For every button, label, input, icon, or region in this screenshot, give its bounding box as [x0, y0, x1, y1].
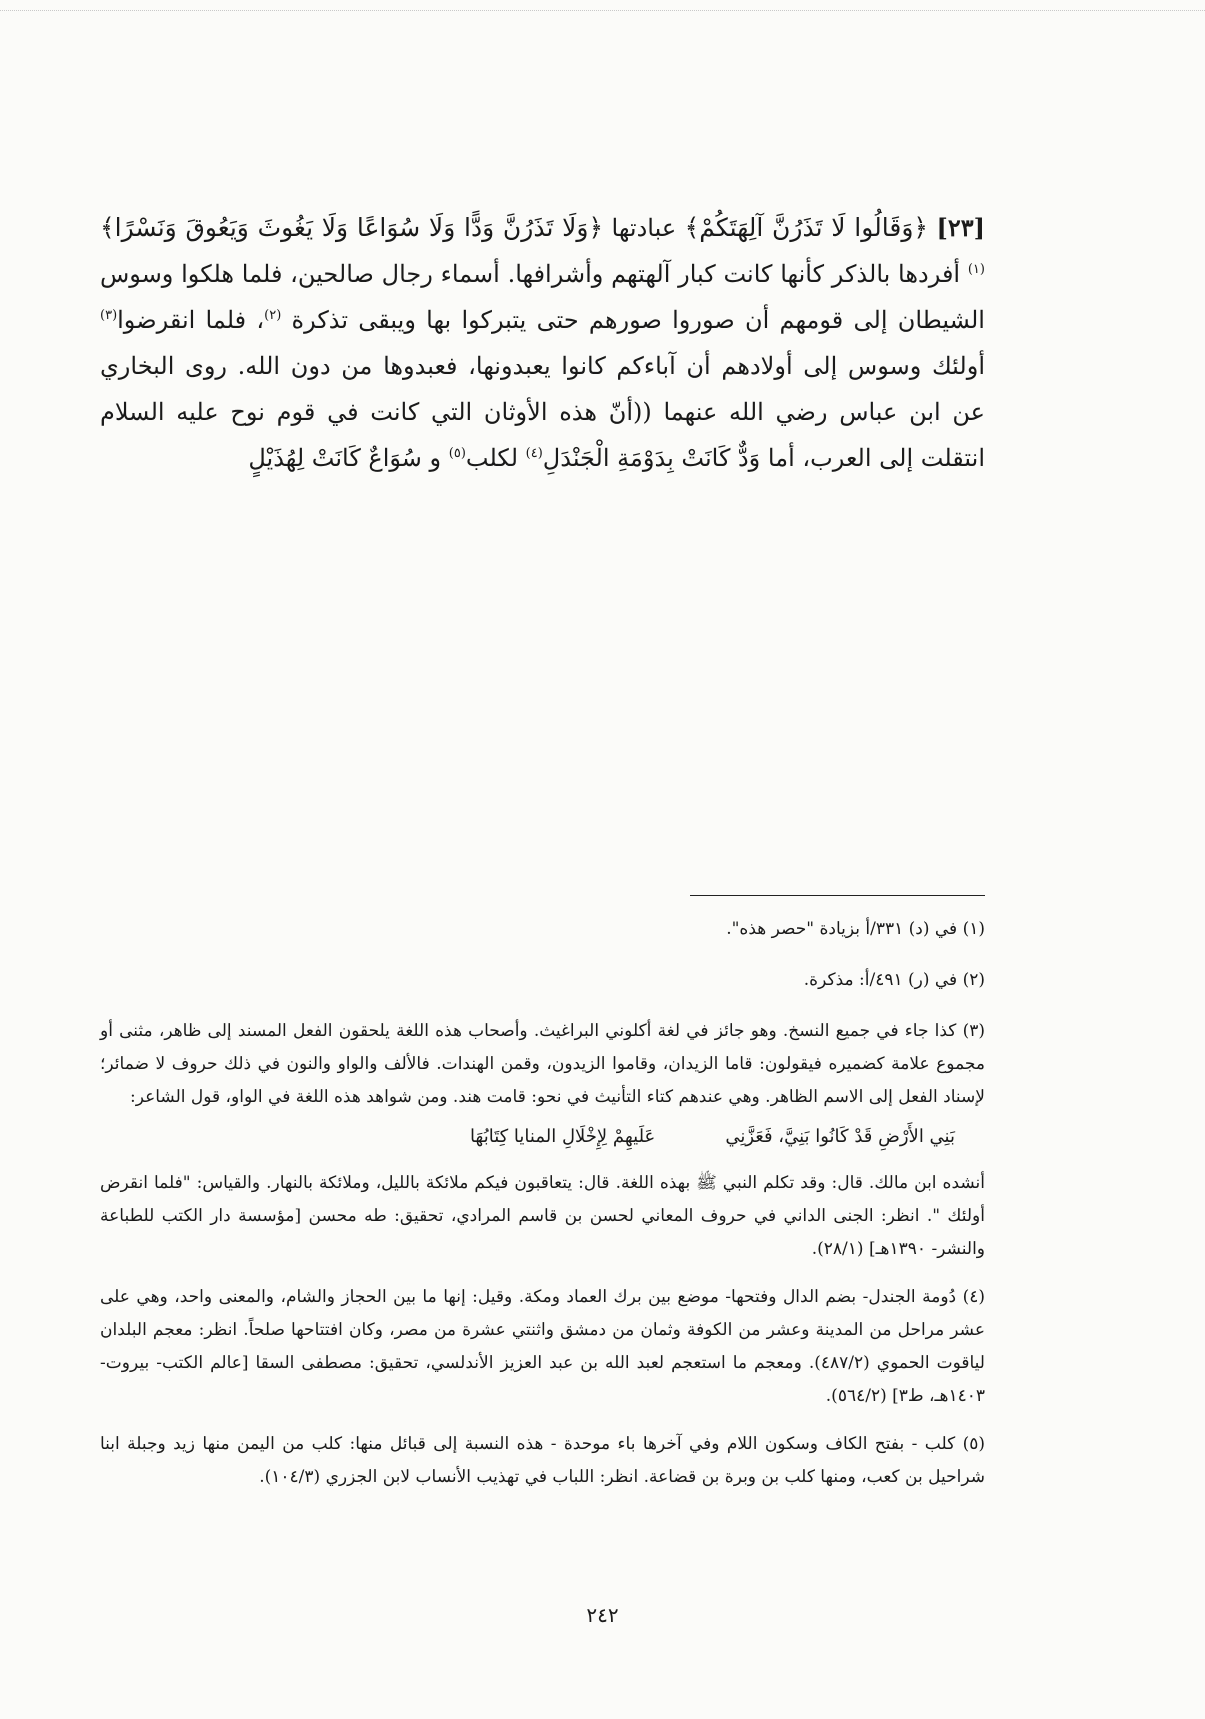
text-segment-6: و سُوَاعٌ كَانَتْ لِهُذَيْلٍ — [248, 444, 442, 472]
footnote-ref-5[interactable]: (٥) — [448, 446, 466, 461]
footnote-3: (٣) كذا جاء في جميع النسخ. وهو جائز في لغة أكلوني البراغيث. وأصحاب هذه اللغة يلحقون الفعل المسند إلى ظاهر، مثنى أو مجموع علامة كضميره فيقولون: قاما الزيدان، وقاموا الزيدون، وقمن الهندات. فالألف والواو والنون في ذلك حروف لا ضمائر؛ لإسناد الفعل إلى الاسم الظاهر. وهي عندهم كتاء التأنيث في نحو: قامت هند. ومن شواهد هذه اللغة في الواو، قول الشاعر: — [100, 1021, 985, 1107]
footnote-ref-2[interactable]: (٢) — [264, 308, 282, 323]
page-content — [100, 205, 985, 1487]
main-text — [100, 205, 985, 481]
footnote-4: (٤) دُومة الجندل- بضم الدال وفتحها- موضع بين برك العماد ومكة. وقيل: إنها ما بين الحجاز والشام، والمعنى واحد، وهي على عشر مراحل من المدينة وعشر من الكوفة وثمان من دمشق واثنتي عشرة من مصر، وكان افتتاحها صلحاً. انظر: معجم البلدان لياقوت الحموي (٤٨٧/٢). ومعجم ما استعجم لعبد الله بن عبد العزيز الأندلسي، تحقيق: مصطفى السقا [عالم الكتب- بيروت- ١٤٠٣هـ، ط٣] (٥٦٤/٢). — [100, 1287, 985, 1406]
text-segment-5: لكلب — [465, 444, 518, 472]
footnote-2: (٢) في (ر) ٤٩١/أ: مذكرة. — [803, 970, 985, 990]
text-segment-2: أفردها بالذكر كأنها كانت كبار آلهتهم وأشرافها. أسماء رجال صالحين، فلما هلكوا وسوس الشيطان إلى قومهم أن صوروا صورهم حتى يتبركوا بها ويبقى تذكرة — [100, 260, 985, 334]
verse-number: [٢٣] — [936, 213, 985, 242]
footnote-separator — [690, 895, 985, 896]
quran-quote-1: ﴿وَقَالُوا لَا تَذَرُنَّ آلِهَتَكُمْ﴾ — [684, 213, 929, 242]
footnote-ref-3[interactable]: (٣) — [100, 308, 118, 323]
text-segment-4: أولئك وسوس إلى أولادهم أن آباءكم كانوا يعبدونها، فعبدوها من دون الله. روى البخاري عن ابن عباس رضي الله عنهما ((أنّ هذه الأوثان التي كانت في قوم نوح عليه السلام انتقلت إلى العرب، أما وَدٌّ كَانَتْ بِدَوْمَةِ الْجَنْدَلِ — [100, 352, 985, 472]
text-segment-1: عبادتها — [611, 214, 677, 242]
poem-verse — [100, 1120, 955, 1153]
footnote-ref-1[interactable]: (١) — [967, 262, 985, 277]
footnote-ref-4[interactable]: (٤) — [525, 446, 543, 461]
quran-quote-2: ﴿وَلَا تَذَرُنَّ وَدًّا وَلَا سُوَاعًا وَلَا يَغُوثَ وَيَعُوقَ وَنَسْرًا﴾ — [100, 213, 604, 242]
page-top-edge — [0, 10, 1205, 11]
poem-first-hemistich: بَنِي الأَرْضِ قَدْ كَانُوا بَنِيَّ، فَعَزَّنِي — [725, 1126, 955, 1147]
footnote-3-continuation: أنشده ابن مالك. قال: وقد تكلم النبي ﷺ بهذه اللغة. قال: يتعاقبون فيكم ملائكة بالليل، وملائكة بالنهار. والقياس: "فلما انقرض أولئك ". انظر: الجنى الداني في حروف المعاني لحسن بن قاسم المرادي، تحقيق: طه محسن [مؤسسة دار الكتب للطباعة والنشر- ١٣٩٠هـ] (٢٨/١). — [100, 1173, 985, 1259]
poem-second-hemistich: عَلَيهِمْ لِإِخْلَالِ المنايا كِتَابُهَا — [469, 1126, 656, 1147]
footnote-1: (١) في (د) ٣٣١/أ بزيادة "حصر هذه". — [726, 919, 985, 939]
footnote-5: (٥) كلب - بفتح الكاف وسكون اللام وفي آخرها باء موحدة - هذه النسبة إلى قبائل منها: كلب من اليمن منها زيد وجبلة ابنا شراحيل بن كعب، ومنها كلب بن وبرة بن قضاعة. انظر: اللباب في تهذيب الأنساب لابن الجزري (١٠٤/٣). — [100, 1434, 985, 1487]
footnotes — [100, 913, 985, 1509]
page-number: ٢٤٢ — [586, 1603, 619, 1627]
text-segment-3: ، فلما انقرضوا — [117, 306, 265, 334]
